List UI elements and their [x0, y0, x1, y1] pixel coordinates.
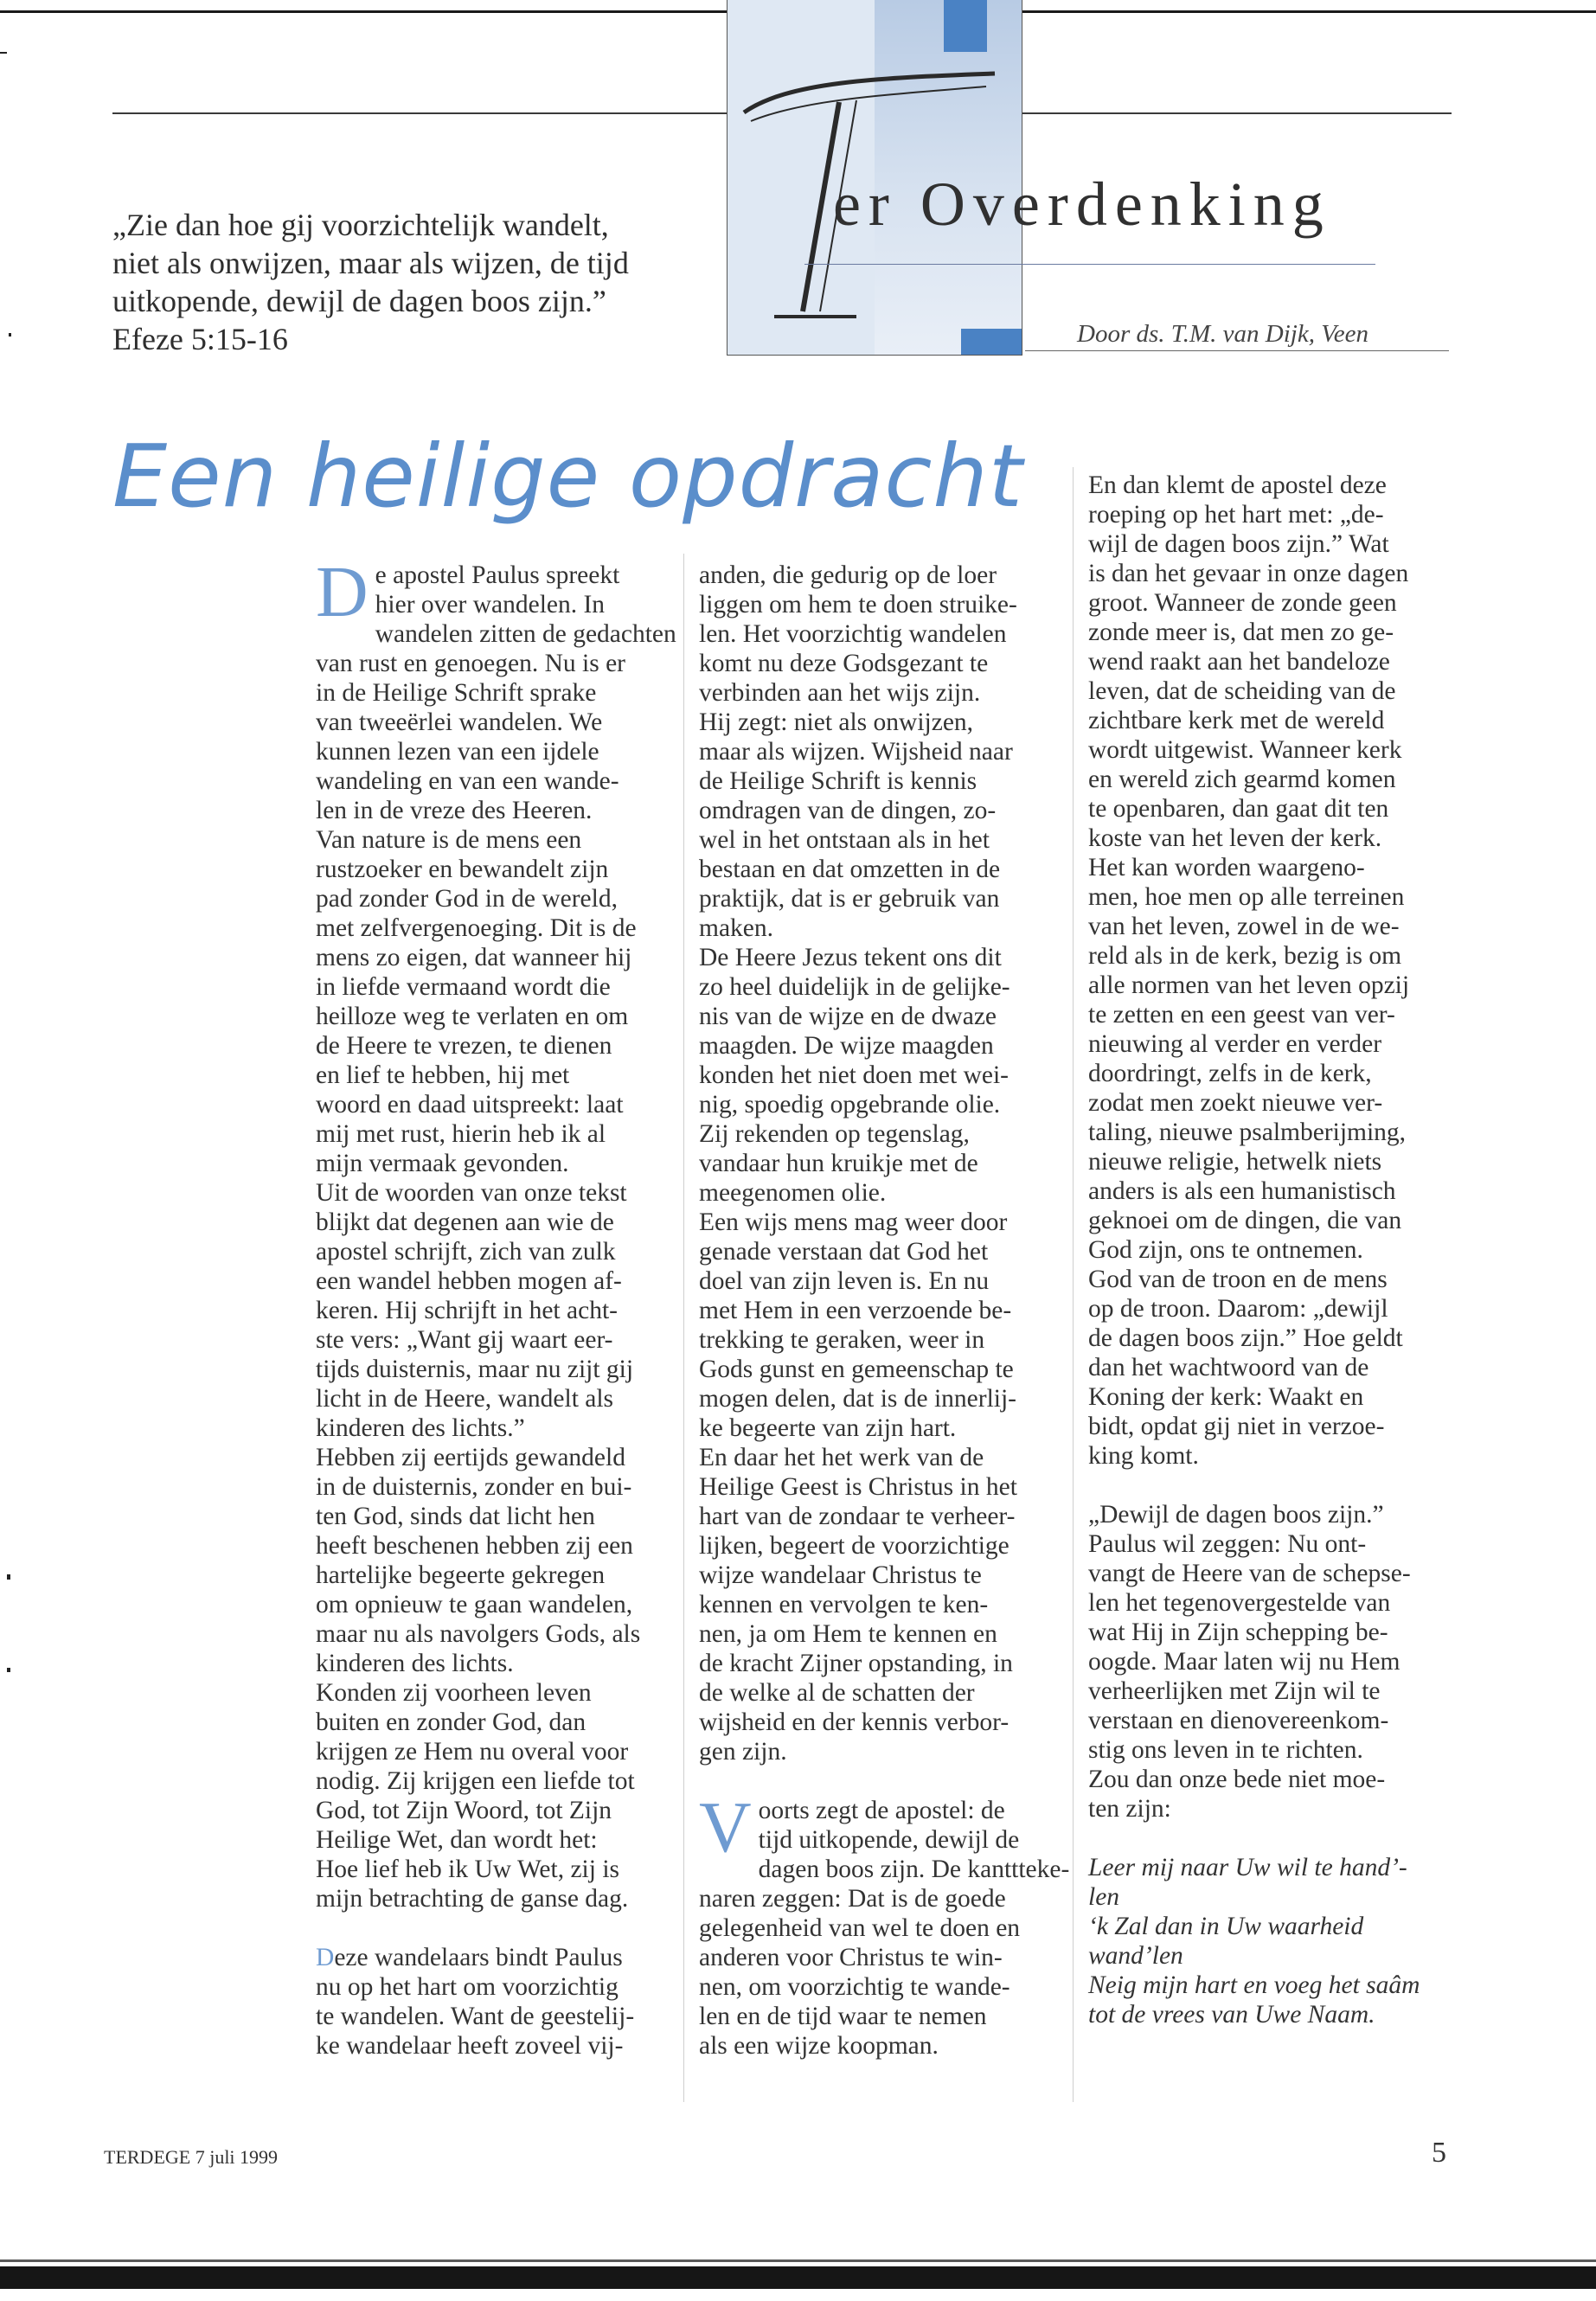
text-line: tijd uitkopende, dewijl de: [758, 1826, 1020, 1854]
text-line: te wandelen. Want de geestelij-: [316, 2003, 635, 2030]
scripture-line: „Zie dan hoe gij voorzichtelijk wandelt,: [112, 208, 609, 242]
text-line: anderen voor Christus te win-: [699, 1944, 1003, 1971]
text-line: vandaar hun kruikje met de: [699, 1150, 978, 1177]
text-line: Zij rekenden op tegenslag,: [699, 1120, 970, 1148]
text-line: Het kan worden waargeno-: [1088, 854, 1365, 881]
text-line: te openbaren, dan gaat dit ten: [1088, 795, 1389, 823]
text-line: oogde. Maar laten wij nu Hem: [1088, 1648, 1401, 1676]
text-line: de Heilige Schrift is kennis: [699, 767, 977, 795]
text-line: nig, spoedig opgebrande olie.: [699, 1091, 1001, 1118]
text-line: wijze wandelaar Christus te: [699, 1561, 982, 1589]
rubric-underline: [804, 264, 1375, 265]
text-line: en wereld zich gearmd komen: [1088, 766, 1396, 793]
text-line: verbinden aan het wijs zijn.: [699, 679, 981, 707]
text-line: len in de vreze des Heeren.: [316, 797, 593, 824]
scripture-reference: Efeze 5:15-16: [112, 322, 288, 356]
text-line: keren. Hij schrijft in het acht-: [316, 1297, 618, 1324]
text-line: mogen delen, dat is de innerlij-: [699, 1385, 1017, 1413]
text-line: met Hem in een verzoende be-: [699, 1297, 1012, 1324]
text-line: mijn vermaak gevonden.: [316, 1150, 569, 1177]
text-line: ke begeerte van zijn hart.: [699, 1414, 957, 1442]
text-line: doordringt, zelfs in de kerk,: [1088, 1060, 1372, 1087]
text-line: e apostel Paulus spreekt: [375, 561, 620, 589]
text-line: lijken, begeert de voorzichtige: [699, 1532, 1010, 1560]
text-line: van rust en genoegen. Nu is er: [316, 650, 625, 677]
text-line: kinderen des lichts.: [316, 1650, 514, 1677]
text-line: kunnen lezen van een ijdele: [316, 738, 599, 766]
text-line: nodig. Zij krijgen een liefde tot: [316, 1767, 635, 1795]
text-line: met zelfvergenoeging. Dit is de: [316, 914, 637, 942]
text-line: in de Heilige Schrift sprake: [316, 679, 597, 707]
text-line: wordt uitgewist. Wanneer kerk: [1088, 736, 1402, 764]
text-line: En daar het het werk van de: [699, 1444, 984, 1471]
text-line: van tweeërlei wandelen. We: [316, 708, 603, 736]
text-line: maken.: [699, 914, 774, 942]
article-column-3: [1088, 471, 1452, 2029]
article-column-1: [316, 552, 679, 2061]
text-line: alle normen van het leven opzij: [1088, 971, 1410, 999]
text-line: „Dewijl de dagen boos zijn.”: [1088, 1501, 1384, 1529]
text-line: wijl de dagen boos zijn.” Wat: [1088, 530, 1389, 558]
text-line: hartelijke begeerte gekregen: [316, 1561, 606, 1589]
text-line: en lief te hebben, hij met: [316, 1061, 570, 1089]
rubric-title-text: er Overdenking: [832, 170, 1331, 239]
text-line: God zijn, ons te ontnemen.: [1088, 1236, 1363, 1264]
poem-line: Leer mij naar Uw wil te hand’-: [1088, 1854, 1407, 1881]
header-rule-right: [1021, 112, 1452, 114]
text-line: roeping op het hart met: „de-: [1088, 501, 1384, 529]
text-line: Van nature is de mens een: [316, 826, 582, 854]
text-line: omdragen van de dingen, zo-: [699, 797, 997, 824]
scripture-line: niet als onwijzen, maar als wijzen, de tijd: [112, 246, 629, 280]
text-line: op de troon. Daarom: „dewijl: [1088, 1295, 1388, 1323]
text-line: van het leven, zowel in de we-: [1088, 913, 1400, 940]
text-line: vangt de Heere van de schepse-: [1088, 1560, 1411, 1587]
text-line: zo heel duidelijk in de gelijke-: [699, 973, 1010, 1001]
text-line: oorts zegt de apostel: de: [758, 1797, 1005, 1824]
text-line: meegenomen olie.: [699, 1179, 887, 1207]
text-line: rustzoeker en bewandelt zijn: [316, 856, 609, 883]
scan-mark: [9, 333, 11, 336]
text-line: mens zo eigen, dat wanneer hij: [316, 944, 632, 971]
article-headline: Een heilige opdracht: [112, 426, 1024, 527]
text-line: woord en daad uitspreekt: laat: [316, 1091, 624, 1118]
text-line: [316, 1943, 679, 1972]
poem-line: Neig mijn hart en voeg het saâm: [1088, 1971, 1420, 1999]
text-line: zonde meer is, dat men zo ge-: [1088, 619, 1394, 646]
text-line: gen zijn.: [699, 1738, 787, 1766]
text-line: reld als in de kerk, bezig is om: [1088, 942, 1402, 970]
text-line: hier over wandelen. In: [375, 591, 606, 619]
text-line: maagden. De wijze maagden: [699, 1032, 994, 1060]
text-line: pad zonder God in de wereld,: [316, 885, 618, 913]
text-line: bidt, opdat gij niet in verzoe-: [1088, 1413, 1385, 1440]
page-number: 5: [1432, 2137, 1446, 2169]
text-line: buiten en zonder God, dan: [316, 1708, 586, 1736]
scan-bottom-edge: [0, 2266, 1596, 2289]
text-line: een wandel hebben mogen af-: [316, 1267, 622, 1295]
text-line: praktijk, dat is er gebruik van: [699, 885, 1000, 913]
text-line: God, tot Zijn Woord, tot Zijn: [316, 1797, 612, 1824]
text-line: wandelen zitten de gedachten: [375, 620, 676, 648]
text-line: Heilige Geest is Christus in het: [699, 1473, 1017, 1501]
text-line: licht in de Heere, wandelt als: [316, 1385, 614, 1413]
text-line: geknoei om de dingen, die van: [1088, 1207, 1402, 1234]
text-line: ten zijn:: [1088, 1795, 1171, 1823]
text-line: maar nu als navolgers Gods, als: [316, 1620, 641, 1648]
text-line: wijsheid en der kennis verbor-: [699, 1708, 1010, 1736]
paragraph-initial: D: [316, 1944, 335, 1971]
text-line: nu op het hart om voorzichtig: [316, 1973, 619, 2001]
poem-line: wand’len: [1088, 1942, 1183, 1970]
author-byline: Door ds. T.M. van Dijk, Veen: [1077, 320, 1368, 348]
text-line: nieuwe religie, hetwelk niets: [1088, 1148, 1382, 1176]
poem-line: len: [1088, 1883, 1120, 1911]
text-line: de dagen boos zijn.” Hoe geldt: [1088, 1324, 1403, 1352]
text-line: ke wandelaar heeft zoveel vij-: [316, 2032, 624, 2060]
text-line: Konden zij voorheen leven: [316, 1679, 592, 1707]
text-line: Zou dan onze bede niet moe-: [1088, 1766, 1386, 1793]
text-line: taling, nieuwe psalmberijming,: [1088, 1118, 1407, 1146]
text-line: wend raakt aan het bandeloze: [1088, 648, 1390, 676]
text-line: komt nu deze Godsgezant te: [699, 650, 989, 677]
text-line: mijn betrachting de ganse dag.: [316, 1885, 629, 1913]
text-line: mij met rust, hierin heb ik al: [316, 1120, 606, 1148]
text-line: blijkt dat degenen aan wie de: [316, 1208, 614, 1236]
text-line: kinderen des lichts.”: [316, 1414, 525, 1442]
text-line: Gods gunst en gemeenschap te: [699, 1356, 1014, 1383]
text-line: dan het wachtwoord van de: [1088, 1354, 1369, 1381]
publication-footer: TERDEGE 7 juli 1999: [104, 2146, 279, 2168]
text-line: nis van de wijze en de dwaze: [699, 1003, 997, 1030]
text-line: Heilige Wet, dan wordt het:: [316, 1826, 598, 1854]
text-line: maar als wijzen. Wijsheid naar: [699, 738, 1013, 766]
text-line: anden, die gedurig op de loer: [699, 561, 997, 589]
text-line: kennen en vervolgen te ken-: [699, 1591, 989, 1618]
text-line: Uit de woorden van onze tekst: [316, 1179, 627, 1207]
text-line: len het tegenovergestelde van: [1088, 1589, 1391, 1617]
text-line: heeft beschenen hebben zij een: [316, 1532, 633, 1560]
column-separator: [683, 554, 684, 2102]
text-line: koste van het leven der kerk.: [1088, 824, 1382, 852]
text-line: de welke al de schatten der: [699, 1679, 975, 1707]
poem-line: ‘k Zal dan in Uw waarheid: [1088, 1913, 1364, 1940]
text-line: wat Hij in Zijn schepping be-: [1088, 1618, 1388, 1646]
rubric-title: [792, 169, 1331, 240]
text-line: nieuwing al verder en verder: [1088, 1030, 1382, 1058]
text-line: konden het niet doen met wei-: [699, 1061, 1009, 1089]
text-line: wandeling en van een wande-: [316, 767, 619, 795]
text-line: genade verstaan dat God het: [699, 1238, 989, 1266]
text-line: anders is als een humanistisch: [1088, 1177, 1396, 1205]
scripture-quote: [112, 206, 666, 358]
text-line: En dan klemt de apostel deze: [1088, 471, 1387, 499]
text-line: dagen boos zijn. De kanttteke-: [758, 1856, 1070, 1883]
text-line: als een wijze koopman.: [699, 2032, 939, 2060]
text-line: bestaan en dat omzetten in de: [699, 856, 1001, 883]
text-line: nen, ja om Hem te kennen en: [699, 1620, 997, 1648]
text-line: in de duisternis, zonder en bui-: [316, 1473, 632, 1501]
header-rule-left: [112, 112, 728, 114]
poem-line: tot de vrees van Uwe Naam.: [1088, 2001, 1375, 2029]
text-line: De Heere Jezus tekent ons dit: [699, 944, 1002, 971]
text-line: verstaan en dienovereenkom-: [1088, 1707, 1389, 1734]
text-line: leven, dat de scheiding van de: [1088, 677, 1396, 705]
text-fragment: eze wandelaars bindt Paulus: [334, 1944, 623, 1971]
text-line: naren zeggen: Dat is de goede: [699, 1885, 1006, 1913]
drop-cap: V: [699, 1787, 752, 1868]
text-line: groot. Wanneer de zonde geen: [1088, 589, 1397, 617]
text-line: zodat men zoekt nieuwe ver-: [1088, 1089, 1383, 1117]
text-line: te zetten en een geest van ver-: [1088, 1001, 1395, 1029]
text-line: is dan het gevaar in onze dagen: [1088, 560, 1409, 587]
byline-rule: [1025, 350, 1449, 351]
text-line: de Heere te vrezen, te dienen: [316, 1032, 612, 1060]
text-line: verheerlijken met Zijn wil te: [1088, 1677, 1381, 1705]
text-line: len en de tijd waar te nemen: [699, 2003, 987, 2030]
scripture-line: uitkopende, dewijl de dagen boos zijn.”: [112, 284, 606, 318]
scan-bottom-edge-line: [0, 2259, 1596, 2262]
logo-block-top: [944, 0, 987, 52]
text-line: apostel schrijft, zich van zulk: [316, 1238, 616, 1266]
text-line: men, hoe men op alle terreinen: [1088, 883, 1405, 911]
text-line: Paulus wil zeggen: Nu ont-: [1088, 1530, 1367, 1558]
text-line: stig ons leven in te richten.: [1088, 1736, 1363, 1764]
text-line: nen, om voorzichtig te wande-: [699, 1973, 1010, 2001]
text-line: Hebben zij eertijds gewandeld: [316, 1444, 625, 1471]
text-line: ste vers: „Want gij waart eer-: [316, 1326, 613, 1354]
text-line: len. Het voorzichtig wandelen: [699, 620, 1007, 648]
text-line: God van de troon en de mens: [1088, 1266, 1388, 1293]
text-line: in liefde vermaand wordt die: [316, 973, 611, 1001]
text-line: om opnieuw te gaan wandelen,: [316, 1591, 633, 1618]
text-line: hart van de zondaar te verheer-: [699, 1503, 1016, 1530]
text-line: liggen om hem te doen struike-: [699, 591, 1017, 619]
text-line: trekking te geraken, weer in: [699, 1326, 985, 1354]
text-line: doel van zijn leven is. En nu: [699, 1267, 990, 1295]
text-line: king komt.: [1088, 1442, 1199, 1470]
text-line: Een wijs mens mag weer door: [699, 1208, 1008, 1236]
text-line: de kracht Zijner opstanding, in: [699, 1650, 1013, 1677]
text-line: heilloze weg te verlaten en om: [316, 1003, 629, 1030]
scan-mark: [7, 1574, 10, 1580]
scan-mark: [0, 52, 7, 54]
text-line: ten God, sinds dat licht hen: [316, 1503, 595, 1530]
text-line: gelegenheid van wel te doen en: [699, 1914, 1021, 1942]
text-line: Hij zegt: niet als onwijzen,: [699, 708, 974, 736]
text-line: zichtbare kerk met de wereld: [1088, 707, 1385, 734]
scan-mark: [7, 1668, 10, 1672]
text-line: Koning der kerk: Waakt en: [1088, 1383, 1364, 1411]
drop-cap: D: [316, 552, 369, 632]
column-separator: [1073, 467, 1074, 2102]
article-column-2: [699, 561, 1070, 2061]
text-line: Hoe lief heb ik Uw Wet, zij is: [316, 1856, 620, 1883]
text-line: wel in het ontstaan als in het: [699, 826, 990, 854]
text-line: krijgen ze Hem nu overal voor: [316, 1738, 629, 1766]
text-line: tijds duisternis, maar nu zijt gij: [316, 1356, 634, 1383]
